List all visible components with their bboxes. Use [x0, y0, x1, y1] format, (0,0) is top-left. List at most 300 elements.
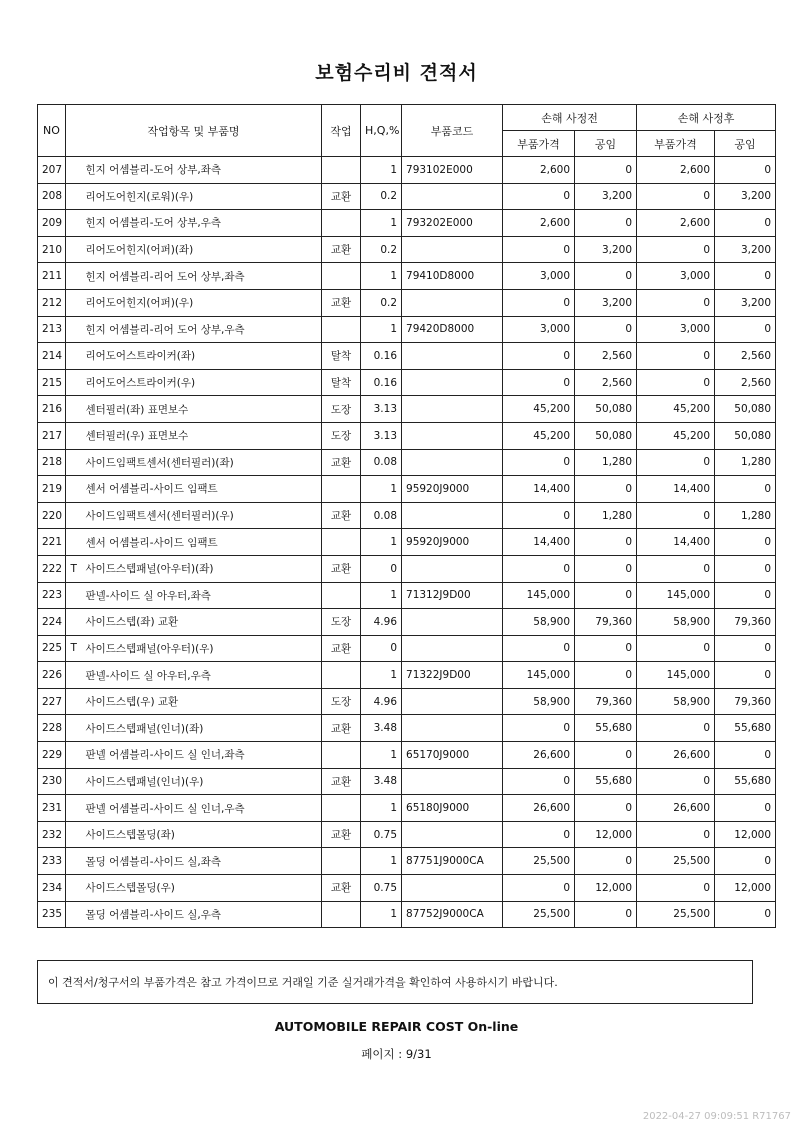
row-after-labor: 3,200: [715, 183, 776, 210]
header-code: 부품코드: [402, 105, 503, 157]
row-before-labor: 0: [575, 157, 637, 184]
row-before-part-price: 0: [503, 502, 575, 529]
row-no: 213: [38, 316, 66, 343]
row-no: 222: [38, 555, 66, 582]
row-before-part-price: 25,500: [503, 901, 575, 928]
row-after-labor: 0: [715, 157, 776, 184]
row-item-name: 판넬-사이드 실 아우터,우측: [82, 662, 322, 689]
row-after-part-price: 0: [637, 875, 715, 902]
row-hq: 0.08: [361, 502, 402, 529]
row-hq: 0.75: [361, 821, 402, 848]
row-before-part-price: 45,200: [503, 422, 575, 449]
row-part-code: [402, 609, 503, 636]
row-no: 233: [38, 848, 66, 875]
row-hq: 0: [361, 635, 402, 662]
row-no: 225: [38, 635, 66, 662]
row-item-name: 사이드스텝(좌) 교환: [82, 609, 322, 636]
row-work-type: 교환: [322, 635, 361, 662]
row-hq: 3.13: [361, 396, 402, 423]
row-before-labor: 0: [575, 476, 637, 503]
row-mark: T: [66, 635, 82, 662]
row-before-part-price: 25,500: [503, 848, 575, 875]
row-item-name: 사이드스텝패널(아우터)(좌): [82, 555, 322, 582]
header-after: 손해 사정후: [637, 105, 776, 131]
estimate-table: [37, 104, 776, 928]
row-before-part-price: 14,400: [503, 529, 575, 556]
row-after-labor: 0: [715, 210, 776, 237]
row-before-labor: 0: [575, 555, 637, 582]
row-before-part-price: 0: [503, 449, 575, 476]
row-before-part-price: 0: [503, 821, 575, 848]
row-before-labor: 0: [575, 582, 637, 609]
row-before-part-price: 14,400: [503, 476, 575, 503]
row-after-part-price: 0: [637, 449, 715, 476]
row-mark: [66, 316, 82, 343]
row-part-code: [402, 688, 503, 715]
row-item-name: 몰딩 어셈블리-사이드 실,좌측: [82, 848, 322, 875]
row-work-type: 교환: [322, 821, 361, 848]
row-work-type: 교환: [322, 768, 361, 795]
row-work-type: [322, 316, 361, 343]
row-before-labor: 50,080: [575, 396, 637, 423]
row-part-code: [402, 449, 503, 476]
row-work-type: [322, 582, 361, 609]
row-work-type: 교환: [322, 875, 361, 902]
row-hq: 1: [361, 901, 402, 928]
row-hq: 4.96: [361, 688, 402, 715]
row-hq: 1: [361, 742, 402, 769]
row-hq: 1: [361, 316, 402, 343]
header-hq: H,Q,%: [361, 105, 402, 157]
row-after-part-price: 14,400: [637, 476, 715, 503]
row-item-name: 센서 어셈블리-사이드 임팩트: [82, 476, 322, 503]
row-part-code: [402, 289, 503, 316]
row-before-labor: 0: [575, 316, 637, 343]
row-work-type: 탈착: [322, 343, 361, 370]
row-work-type: 도장: [322, 609, 361, 636]
row-part-code: 71312J9D00: [402, 582, 503, 609]
table-row: [38, 848, 776, 875]
table-row: [38, 715, 776, 742]
table-row: [38, 555, 776, 582]
row-work-type: 교환: [322, 555, 361, 582]
row-after-labor: 1,280: [715, 449, 776, 476]
table-row: [38, 289, 776, 316]
row-work-type: [322, 795, 361, 822]
row-part-code: [402, 768, 503, 795]
row-mark: [66, 263, 82, 290]
row-mark: [66, 901, 82, 928]
row-before-labor: 12,000: [575, 875, 637, 902]
table-row: [38, 263, 776, 290]
row-before-part-price: 3,000: [503, 263, 575, 290]
row-after-labor: 0: [715, 635, 776, 662]
row-no: 212: [38, 289, 66, 316]
row-no: 231: [38, 795, 66, 822]
row-mark: [66, 449, 82, 476]
price-notice-box: [37, 960, 753, 1004]
row-work-type: [322, 848, 361, 875]
row-after-labor: 0: [715, 795, 776, 822]
row-part-code: 79420D8000: [402, 316, 503, 343]
row-mark: [66, 183, 82, 210]
row-hq: 0.08: [361, 449, 402, 476]
row-after-labor: 0: [715, 662, 776, 689]
row-before-part-price: 0: [503, 289, 575, 316]
row-part-code: 87752J9000CA: [402, 901, 503, 928]
row-work-type: [322, 529, 361, 556]
table-row: [38, 369, 776, 396]
row-hq: 1: [361, 476, 402, 503]
row-mark: [66, 662, 82, 689]
row-hq: 4.96: [361, 609, 402, 636]
row-after-labor: 0: [715, 263, 776, 290]
row-after-labor: 12,000: [715, 875, 776, 902]
row-before-part-price: 0: [503, 715, 575, 742]
row-before-part-price: 0: [503, 635, 575, 662]
row-before-labor: 3,200: [575, 183, 637, 210]
row-hq: 0.2: [361, 236, 402, 263]
row-mark: [66, 742, 82, 769]
row-no: 223: [38, 582, 66, 609]
table-row: [38, 316, 776, 343]
table-row: [38, 449, 776, 476]
row-item-name: 사이드스텝몰딩(우): [82, 875, 322, 902]
row-before-part-price: 26,600: [503, 795, 575, 822]
row-before-labor: 1,280: [575, 449, 637, 476]
table-row: [38, 875, 776, 902]
row-item-name: 힌지 어셈블리-도어 상부,우측: [82, 210, 322, 237]
row-no: 226: [38, 662, 66, 689]
row-no: 208: [38, 183, 66, 210]
row-work-type: 교환: [322, 449, 361, 476]
row-before-labor: 79,360: [575, 609, 637, 636]
row-after-labor: 0: [715, 555, 776, 582]
row-before-labor: 2,560: [575, 369, 637, 396]
row-after-part-price: 0: [637, 768, 715, 795]
header-before-labor: 공임: [575, 131, 637, 157]
row-after-part-price: 0: [637, 289, 715, 316]
row-hq: 0.2: [361, 183, 402, 210]
row-no: 224: [38, 609, 66, 636]
table-row: [38, 476, 776, 503]
row-mark: [66, 821, 82, 848]
table-row: [38, 901, 776, 928]
row-item-name: 사이드임팩트센서(센터필러)(우): [82, 502, 322, 529]
row-before-labor: 55,680: [575, 715, 637, 742]
row-before-part-price: 45,200: [503, 396, 575, 423]
table-row: [38, 502, 776, 529]
row-no: 227: [38, 688, 66, 715]
page-number: 페이지 : 9/31: [361, 1047, 432, 1061]
row-no: 209: [38, 210, 66, 237]
row-no: 234: [38, 875, 66, 902]
table-row: [38, 821, 776, 848]
row-after-labor: 50,080: [715, 396, 776, 423]
price-notice-text: 이 견적서/청구서의 부품가격은 참고 가격이므로 거래일 기준 실거래가격을 확인하여 사용하시기 바랍니다.: [48, 976, 558, 989]
row-after-part-price: 3,000: [637, 316, 715, 343]
table-row: [38, 635, 776, 662]
row-after-labor: 3,200: [715, 289, 776, 316]
header-no: NO: [38, 105, 66, 157]
header-work: 작업: [322, 105, 361, 157]
row-item-name: 힌지 어셈블리-리어 도어 상부,우측: [82, 316, 322, 343]
row-after-labor: 0: [715, 848, 776, 875]
header-item: 작업항목 및 부품명: [66, 105, 322, 157]
row-item-name: 판넬 어셈블리-사이드 실 인너,우측: [82, 795, 322, 822]
row-after-labor: 0: [715, 316, 776, 343]
row-part-code: [402, 369, 503, 396]
row-item-name: 리어도어스트라이커(좌): [82, 343, 322, 370]
row-work-type: 도장: [322, 688, 361, 715]
row-no: 219: [38, 476, 66, 503]
row-after-part-price: 0: [637, 369, 715, 396]
row-part-code: 95920J9000: [402, 476, 503, 503]
row-mark: [66, 875, 82, 902]
row-hq: 1: [361, 263, 402, 290]
row-before-labor: 3,200: [575, 236, 637, 263]
row-no: 207: [38, 157, 66, 184]
row-part-code: [402, 555, 503, 582]
row-after-part-price: 0: [637, 502, 715, 529]
row-no: 218: [38, 449, 66, 476]
row-before-part-price: 2,600: [503, 157, 575, 184]
row-after-part-price: 58,900: [637, 688, 715, 715]
row-before-part-price: 0: [503, 236, 575, 263]
row-after-labor: 2,560: [715, 343, 776, 370]
row-part-code: [402, 343, 503, 370]
row-item-name: 판넬 어셈블리-사이드 실 인너,좌측: [82, 742, 322, 769]
row-item-name: 힌지 어셈블리-도어 상부,좌측: [82, 157, 322, 184]
row-after-part-price: 0: [637, 821, 715, 848]
row-before-part-price: 58,900: [503, 609, 575, 636]
row-before-labor: 1,280: [575, 502, 637, 529]
row-item-name: 리어도어스트라이커(우): [82, 369, 322, 396]
table-row: [38, 609, 776, 636]
row-item-name: 센터필러(좌) 표면보수: [82, 396, 322, 423]
row-work-type: [322, 263, 361, 290]
row-work-type: 교환: [322, 715, 361, 742]
row-part-code: 87751J9000CA: [402, 848, 503, 875]
header-before: 손해 사정전: [503, 105, 637, 131]
row-before-part-price: 145,000: [503, 662, 575, 689]
row-hq: 1: [361, 848, 402, 875]
row-work-type: 교환: [322, 289, 361, 316]
row-item-name: 판넬-사이드 실 아우터,좌측: [82, 582, 322, 609]
row-after-part-price: 2,600: [637, 210, 715, 237]
table-row: [38, 768, 776, 795]
row-no: 214: [38, 343, 66, 370]
row-after-part-price: 25,500: [637, 901, 715, 928]
row-mark: [66, 609, 82, 636]
row-after-labor: 55,680: [715, 768, 776, 795]
row-mark: [66, 795, 82, 822]
row-work-type: [322, 742, 361, 769]
row-after-labor: 55,680: [715, 715, 776, 742]
row-no: 211: [38, 263, 66, 290]
row-mark: T: [66, 555, 82, 582]
row-item-name: 센서 어셈블리-사이드 임팩트: [82, 529, 322, 556]
row-part-code: [402, 821, 503, 848]
row-item-name: 리어도어힌지(어퍼)(우): [82, 289, 322, 316]
row-after-labor: 0: [715, 901, 776, 928]
row-after-part-price: 45,200: [637, 396, 715, 423]
row-mark: [66, 529, 82, 556]
row-work-type: [322, 476, 361, 503]
row-after-part-price: 14,400: [637, 529, 715, 556]
row-part-code: 71322J9D00: [402, 662, 503, 689]
row-hq: 1: [361, 157, 402, 184]
row-after-part-price: 2,600: [637, 157, 715, 184]
row-after-part-price: 0: [637, 635, 715, 662]
row-mark: [66, 210, 82, 237]
row-before-part-price: 58,900: [503, 688, 575, 715]
row-no: 215: [38, 369, 66, 396]
row-work-type: [322, 210, 361, 237]
row-mark: [66, 157, 82, 184]
row-hq: 1: [361, 582, 402, 609]
row-work-type: 도장: [322, 396, 361, 423]
row-no: 210: [38, 236, 66, 263]
row-before-part-price: 26,600: [503, 742, 575, 769]
row-mark: [66, 688, 82, 715]
row-after-labor: 0: [715, 742, 776, 769]
row-hq: 1: [361, 795, 402, 822]
row-part-code: [402, 236, 503, 263]
row-before-labor: 0: [575, 662, 637, 689]
row-before-labor: 2,560: [575, 343, 637, 370]
row-part-code: 793202E000: [402, 210, 503, 237]
row-hq: 3.13: [361, 422, 402, 449]
row-after-labor: 0: [715, 476, 776, 503]
table-body: [38, 157, 776, 928]
row-part-code: [402, 502, 503, 529]
row-after-part-price: 25,500: [637, 848, 715, 875]
row-after-labor: 50,080: [715, 422, 776, 449]
row-item-name: 리어도어힌지(어퍼)(좌): [82, 236, 322, 263]
row-hq: 0.16: [361, 369, 402, 396]
row-no: 216: [38, 396, 66, 423]
table-row: [38, 343, 776, 370]
row-part-code: 793102E000: [402, 157, 503, 184]
row-mark: [66, 582, 82, 609]
row-after-part-price: 145,000: [637, 582, 715, 609]
row-no: 220: [38, 502, 66, 529]
row-work-type: 도장: [322, 422, 361, 449]
row-work-type: [322, 157, 361, 184]
row-no: 229: [38, 742, 66, 769]
row-after-part-price: 145,000: [637, 662, 715, 689]
row-before-part-price: 0: [503, 768, 575, 795]
row-after-labor: 3,200: [715, 236, 776, 263]
row-after-labor: 2,560: [715, 369, 776, 396]
row-after-part-price: 26,600: [637, 795, 715, 822]
row-before-labor: 0: [575, 210, 637, 237]
row-mark: [66, 715, 82, 742]
row-mark: [66, 289, 82, 316]
row-item-name: 리어도어힌지(로워)(우): [82, 183, 322, 210]
row-hq: 3.48: [361, 768, 402, 795]
row-part-code: 79410D8000: [402, 263, 503, 290]
print-timestamp: 2022-04-27 09:09:51 R71767: [642, 1111, 791, 1122]
row-before-part-price: 0: [503, 183, 575, 210]
row-no: 230: [38, 768, 66, 795]
row-before-part-price: 2,600: [503, 210, 575, 237]
row-work-type: 교환: [322, 183, 361, 210]
row-after-part-price: 26,600: [637, 742, 715, 769]
row-mark: [66, 369, 82, 396]
footer-brand: AUTOMOBILE REPAIR COST On-line: [274, 1019, 519, 1034]
row-after-part-price: 45,200: [637, 422, 715, 449]
table-row: [38, 582, 776, 609]
table-row: [38, 157, 776, 184]
row-after-labor: 79,360: [715, 688, 776, 715]
row-after-part-price: 0: [637, 183, 715, 210]
row-no: 232: [38, 821, 66, 848]
row-before-part-price: 3,000: [503, 316, 575, 343]
row-before-labor: 0: [575, 529, 637, 556]
header-before-part-price: 부품가격: [503, 131, 575, 157]
row-before-labor: 12,000: [575, 821, 637, 848]
row-after-labor: 0: [715, 582, 776, 609]
row-before-labor: 0: [575, 901, 637, 928]
row-before-part-price: 0: [503, 555, 575, 582]
row-before-labor: 3,200: [575, 289, 637, 316]
row-hq: 3.48: [361, 715, 402, 742]
row-before-part-price: 0: [503, 343, 575, 370]
row-hq: 0.2: [361, 289, 402, 316]
row-part-code: [402, 422, 503, 449]
row-part-code: [402, 635, 503, 662]
row-item-name: 사이드스텝패널(인너)(좌): [82, 715, 322, 742]
row-work-type: 탈착: [322, 369, 361, 396]
row-work-type: 교환: [322, 502, 361, 529]
document-title: 보험수리비 견적서: [315, 62, 478, 84]
table-row: [38, 422, 776, 449]
table-row: [38, 688, 776, 715]
row-before-labor: 79,360: [575, 688, 637, 715]
row-work-type: 교환: [322, 236, 361, 263]
row-mark: [66, 848, 82, 875]
row-before-part-price: 145,000: [503, 582, 575, 609]
row-item-name: 센터필러(우) 표면보수: [82, 422, 322, 449]
row-after-part-price: 0: [637, 343, 715, 370]
row-before-labor: 0: [575, 795, 637, 822]
table-row: [38, 795, 776, 822]
table-row: [38, 529, 776, 556]
row-work-type: [322, 901, 361, 928]
row-mark: [66, 396, 82, 423]
header-after-part-price: 부품가격: [637, 131, 715, 157]
row-mark: [66, 236, 82, 263]
row-after-part-price: 58,900: [637, 609, 715, 636]
row-before-labor: 50,080: [575, 422, 637, 449]
row-mark: [66, 343, 82, 370]
row-no: 221: [38, 529, 66, 556]
row-mark: [66, 502, 82, 529]
row-hq: 0: [361, 555, 402, 582]
row-item-name: 사이드임팩트센서(센터필러)(좌): [82, 449, 322, 476]
row-part-code: 65180J9000: [402, 795, 503, 822]
row-mark: [66, 476, 82, 503]
table-row: [38, 236, 776, 263]
row-part-code: 95920J9000: [402, 529, 503, 556]
row-after-labor: 1,280: [715, 502, 776, 529]
table-row: [38, 742, 776, 769]
row-before-labor: 55,680: [575, 768, 637, 795]
row-after-part-price: 0: [637, 715, 715, 742]
row-hq: 0.75: [361, 875, 402, 902]
